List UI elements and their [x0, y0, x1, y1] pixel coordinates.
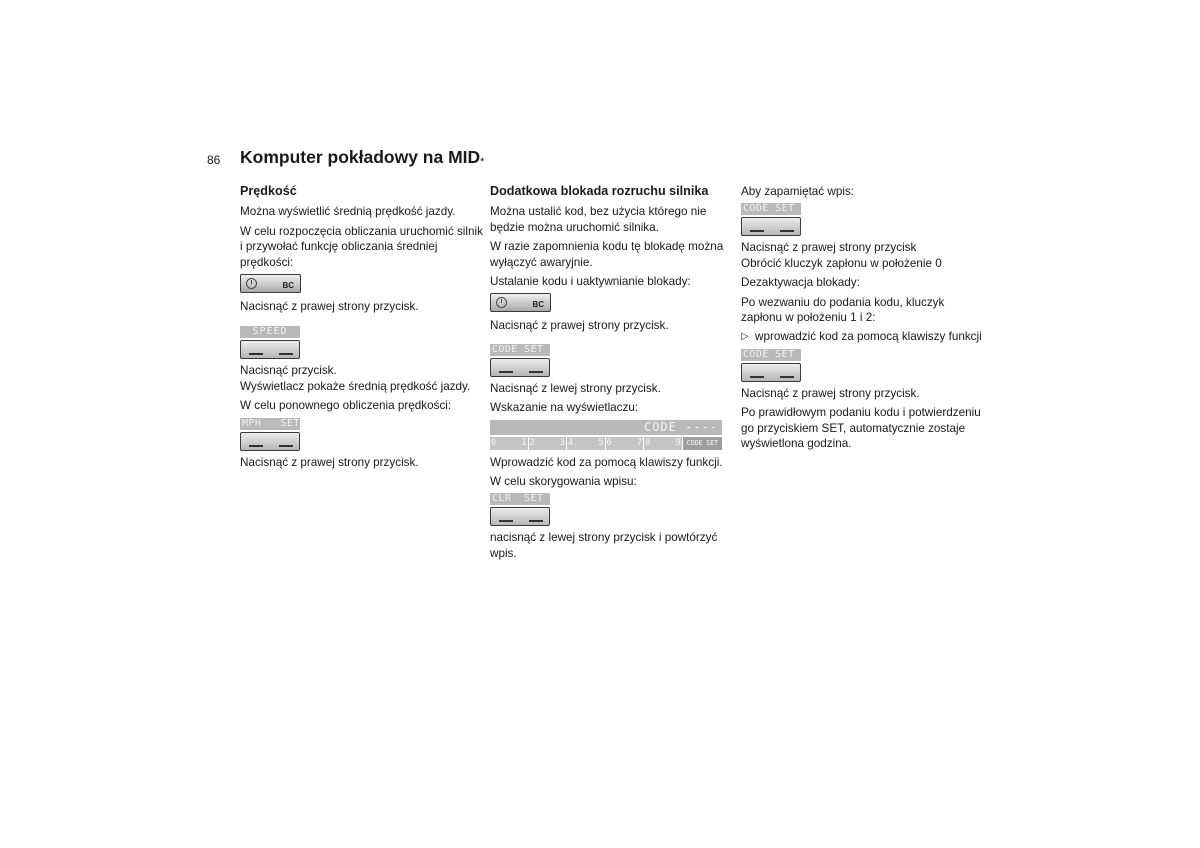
paragraph: Po wezwaniu do podania kodu, kluczyk zapłonu w położeniu 1 i 2:	[741, 295, 945, 325]
heading-speed: Prędkość	[240, 184, 297, 198]
paragraph: W celu rozpoczęcia obliczania uruchomić silnik i przywołać funkcję obliczania średniej prędkości:	[240, 224, 483, 269]
digit-label: 4	[568, 437, 574, 448]
paragraph: W razie zapomnienia kodu tę blokadę można wyłączyć awaryjnie.	[490, 240, 724, 269]
bc-label: BC	[532, 300, 544, 310]
page-number: 86	[207, 153, 221, 167]
column-speed	[240, 184, 484, 474]
softkey-right-icon	[780, 230, 794, 232]
softkey-button[interactable]	[741, 217, 801, 236]
softkey-left-icon	[499, 371, 513, 373]
paragraph: Wskazanie na wyświetlaczu:	[490, 401, 639, 415]
lcd-speed-display: SPEED	[240, 326, 300, 338]
digit-label: 1	[521, 437, 527, 448]
bc-button[interactable]	[240, 274, 301, 293]
digit-label: 0	[491, 437, 497, 448]
softkey-left-icon	[499, 520, 513, 522]
digit-label: 8	[645, 437, 651, 448]
paragraph: Dezaktywacja blokady:	[741, 276, 860, 290]
softkey-left-icon	[249, 445, 263, 447]
paragraph: W celu ponownego obliczenia prędkości:	[240, 399, 452, 413]
softkey-button[interactable]	[490, 507, 550, 526]
softkey-right-icon	[279, 445, 293, 447]
paragraph: Nacisnąć z prawej strony przycisk.	[490, 319, 669, 333]
digit-key-4-5[interactable]	[567, 437, 605, 450]
digit-label: 2	[529, 437, 535, 448]
paragraph: Ustalanie kodu i uaktywnianie blokady:	[490, 275, 691, 289]
column-store-code	[741, 184, 985, 455]
code-set-key[interactable]: CODE SET	[683, 437, 722, 450]
column-immobilizer	[490, 184, 735, 565]
paragraph: W celu skorygowania wpisu:	[490, 475, 637, 489]
bullet-text: wprowadzić kod za pomocą klawiszy funkcji	[755, 330, 982, 344]
page-title-text: Komputer pokładowy na MID	[240, 147, 481, 167]
paragraph: nacisnąć z lewej strony przycisk i powtórzyć wpis.	[490, 531, 718, 560]
softkey-right-icon	[529, 371, 543, 373]
paragraph: Nacisnąć przycisk.	[240, 364, 337, 378]
softkey-left-icon	[750, 230, 764, 232]
lcd-clr-set-display: CLR SET	[490, 493, 550, 505]
lcd-mph-set-display: MPH SET	[242, 417, 300, 429]
paragraph: Po prawidłowym podaniu kodu i potwierdzeniu go przyciskiem SET, automatycznie zostaje wyświetlona godzina.	[741, 406, 981, 451]
lcd-code-set-display: CODE SET	[741, 203, 801, 215]
paragraph: Wyświetlacz pokaże średnią prędkość jazdy.	[240, 379, 471, 393]
clock-icon	[496, 297, 507, 308]
paragraph: Nacisnąć z prawej strony przycisk.	[741, 386, 920, 400]
paragraph: Aby zapamiętać wpis:	[741, 185, 855, 198]
digit-label: 9	[675, 437, 681, 448]
digit-softkeys	[490, 437, 722, 451]
softkey-button[interactable]	[240, 340, 300, 359]
digit-label: 7	[636, 437, 643, 448]
softkey-button[interactable]	[741, 363, 801, 382]
paragraph: Nacisnąć z prawej strony przycisk.	[240, 300, 419, 314]
softkey-button[interactable]	[240, 432, 300, 451]
softkey-left-icon	[249, 353, 263, 355]
page-title	[240, 147, 484, 168]
digit-key-2-3[interactable]	[529, 437, 567, 450]
paragraph: Obrócić kluczyk zapłonu w położenie 0	[741, 256, 942, 270]
bc-label: BC	[282, 281, 294, 291]
paragraph: Nacisnąć z lewej strony przycisk.	[490, 381, 661, 395]
lcd-code-set-display: CODE SET	[741, 349, 801, 361]
softkey-right-icon	[780, 376, 794, 378]
bullet-item	[741, 329, 985, 344]
paragraph: Nacisnąć z prawej strony przycisk.	[240, 455, 419, 469]
paragraph: Można ustalić kod, bez użycia którego nie będzie można uruchomić silnika.	[490, 205, 707, 234]
heading-immobilizer: Dodatkowa blokada rozruchu silnika	[490, 184, 709, 198]
softkey-button[interactable]	[490, 358, 550, 377]
paragraph: Można wyświetlić średnią prędkość jazdy.	[240, 205, 456, 219]
triangle-bullet-icon: ▷	[741, 331, 749, 343]
softkey-right-icon	[279, 353, 293, 355]
digit-key-8-9[interactable]	[644, 437, 682, 450]
digit-label: 6	[606, 437, 612, 448]
softkey-right-icon	[529, 520, 543, 522]
digit-label: 3	[559, 437, 566, 448]
softkey-left-icon	[750, 376, 764, 378]
digit-key-0-1[interactable]	[490, 437, 528, 450]
clock-icon	[246, 278, 257, 289]
bc-button[interactable]	[490, 293, 551, 312]
title-asterisk: *	[480, 156, 485, 168]
digit-label: 5	[598, 437, 604, 448]
paragraph: Wprowadzić kod za pomocą klawiszy funkcji.	[490, 455, 723, 469]
digit-key-6-7[interactable]	[606, 437, 644, 450]
lcd-code-entry-display: CODE ----	[490, 420, 722, 435]
paragraph: Nacisnąć z prawej strony przycisk	[741, 241, 917, 255]
lcd-code-set-display: CODE SET	[490, 344, 550, 356]
